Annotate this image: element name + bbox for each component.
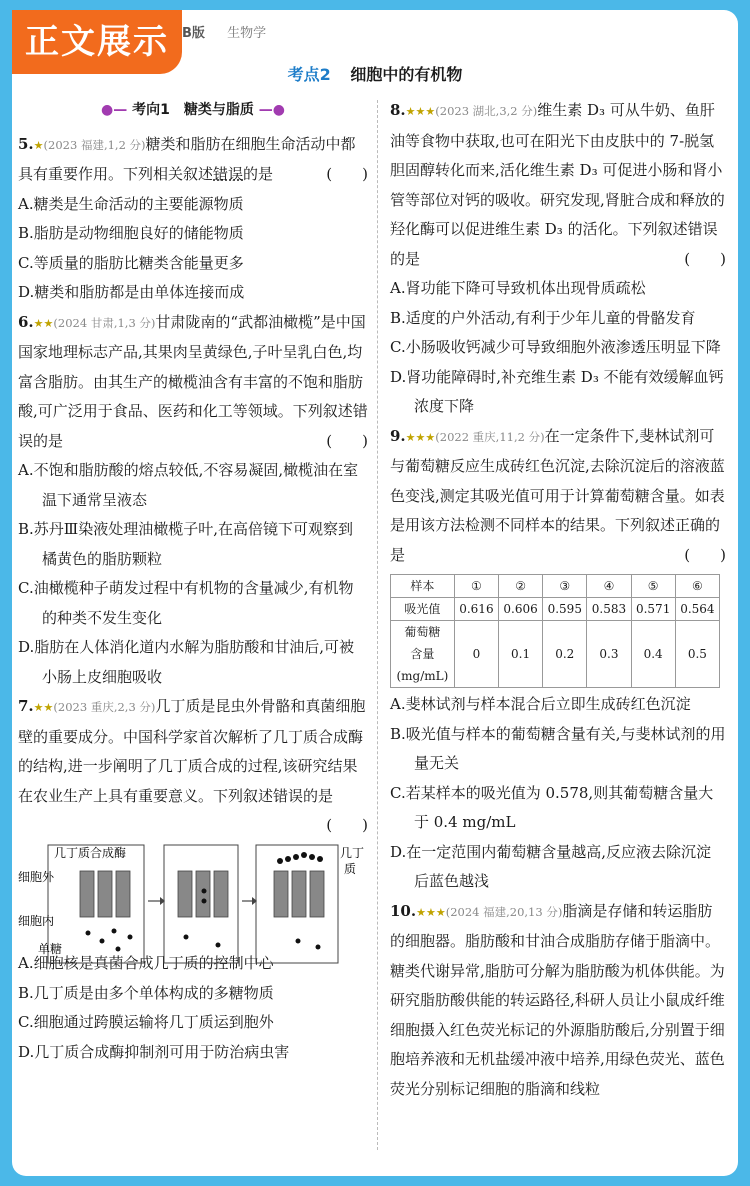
option-a: A.斐林试剂与样本混合后立即生成砖红色沉淀: [390, 695, 691, 713]
table-row-label: 吸光值: [391, 598, 455, 621]
table-cell: 0.606: [499, 598, 543, 621]
answer-blank[interactable]: ( ): [684, 249, 726, 268]
table-cell: 0.571: [631, 598, 675, 621]
column-divider: [377, 100, 378, 1150]
answer-blank[interactable]: ( ): [684, 545, 726, 564]
difficulty-star-icon: ★: [33, 138, 44, 152]
table-cell: 0.616: [454, 598, 498, 621]
page: [12, 10, 738, 1176]
table-row: [391, 598, 720, 621]
question-number: 5.: [18, 134, 34, 153]
table-cell: 0.5: [675, 621, 719, 688]
table-header-cell: ①: [454, 575, 498, 598]
absorbance-table: [390, 574, 720, 688]
answer-blank[interactable]: ( ): [326, 431, 368, 450]
question-source: (2023 重庆,2,3 分): [53, 700, 156, 714]
table-header-cell: ④: [587, 575, 631, 598]
question-7: [18, 692, 368, 1067]
difficulty-star-icon: ★★★: [416, 905, 446, 919]
table-cell: 0: [454, 621, 498, 688]
question-source: (2024 甘肃,1,3 分): [53, 315, 156, 330]
difficulty-star-icon: ★★★: [405, 430, 436, 444]
option-a: A.肾功能下降可导致机体出现骨质疏松: [390, 279, 646, 297]
question-9: [390, 422, 726, 897]
question-stem: 维生素 D₃ 可从牛奶、鱼肝油等食物中获取,也可在阳光下由皮肤中的 7-脱氢胆固醇转化而来,活化维生素 D₃ 可促进小肠和肾小管等部位对钙的吸收。研究发现,肾脏合成和释放的羟化酶可以促进维生素 D₃ 的活化。下列叙述错误的是: [390, 101, 725, 268]
edition-label: B版: [182, 26, 205, 41]
right-column: [390, 96, 726, 1104]
question-8: [390, 96, 726, 422]
option-c: C.等质量的脂肪比糖类含能量更多: [18, 253, 244, 272]
difficulty-star-icon: ★★: [33, 701, 54, 714]
table-cell: 0.2: [543, 621, 587, 688]
section-badge: 正文展示: [12, 10, 182, 74]
question-stem-end: 的是: [243, 165, 274, 183]
table-cell: 0.4: [631, 621, 675, 688]
table-row: [391, 575, 720, 598]
question-6: [18, 308, 368, 693]
table-cell: 0.564: [675, 598, 719, 621]
row-label-line: (mg/mL): [396, 669, 449, 683]
figure-label-chitin-b: 质: [344, 861, 357, 876]
left-column: [18, 96, 368, 1067]
question-stem: 几丁质是昆虫外骨骼和真菌细胞壁的重要成分。中国科学家首次解析了几丁质合成酶的结构,进一步阐明了几丁质合成的过程,该研究结果在农业生产上具有重要意义。下列叙述错误的是: [18, 697, 366, 805]
option-c: C.油橄榄种子萌发过程中有机物的含量减少,有机物的种类不发生变化: [18, 579, 354, 627]
option-a: A.糖类是生命活动的主要能源物质: [18, 194, 244, 213]
question-10: [390, 897, 726, 1105]
question-source: (2023 湖北,3,2 分): [435, 104, 538, 118]
figure-label-outside: 细胞外: [18, 869, 55, 884]
question-stem: 在一定条件下,斐林试剂可与葡萄糖反应生成砖红色沉淀,去除沉淀后的溶液蓝色变浅,测定其吸光值可用于计算葡萄糖含量。如表是用该方法检测不同样本的结果。下列叙述正确的是: [390, 426, 725, 564]
question-stem: 甘肃陇南的“武都油橄榄”是中国国家地理标志产品,其果肉呈黄绿色,子叶呈乳白色,均富含脂肪。由其生产的橄榄油含有丰富的不饱和脂肪酸,可广泛用于食品、医药和化工等领域。下列叙述错误的是: [18, 312, 368, 450]
table-cell: 0.1: [499, 621, 543, 688]
question-source: (2024 福建,20,13 分): [445, 904, 563, 919]
question-5: [18, 130, 368, 308]
emphasis-word: 错误: [213, 165, 244, 183]
question-source: (2023 福建,1,2 分): [43, 137, 146, 152]
difficulty-star-icon: ★★: [33, 316, 54, 330]
row-label-line: 含量: [410, 647, 435, 661]
option-d: D.在一定范围内葡萄糖含量越高,反应液去除沉淀后蓝色越浅: [390, 842, 712, 890]
table-header-cell: ⑥: [675, 575, 719, 598]
option-b: B.苏丹Ⅲ染液处理油橄榄子叶,在高倍镜下可观察到橘黄色的脂肪颗粒: [18, 520, 354, 568]
table-row: [391, 621, 720, 688]
option-d: D.脂肪在人体消化道内水解为脂肪酸和甘油后,可被小肠上皮细胞吸收: [18, 638, 355, 686]
running-header: [182, 22, 266, 41]
table-header-cell: ③: [543, 575, 587, 598]
option-d: D.几丁质合成酶抑制剂可用于防治病虫害: [18, 1042, 290, 1061]
option-b: B.适度的户外活动,有利于少年儿童的骨骼发育: [390, 308, 696, 327]
table-cell: 0.595: [543, 598, 587, 621]
option-a: A.细胞核是真菌合成几丁质的控制中心: [18, 954, 274, 972]
row-label-line: 葡萄糖: [404, 625, 441, 639]
chitin-figure-svg: [18, 841, 365, 969]
question-stem: 糖类和脂肪在细胞生命活动中都具有重要作用。下列相关叙述: [18, 134, 356, 183]
topic-number: 考点2: [287, 65, 331, 84]
option-c: C.小肠吸收钙减少可导致细胞外液渗透压明显下降: [390, 338, 721, 356]
option-b: B.吸光值与样本的葡萄糖含量有关,与斐林试剂的用量无关: [390, 724, 726, 772]
figure-label-monomer: 单糖: [38, 941, 63, 956]
table-header-cell: ⑤: [631, 575, 675, 598]
answer-blank[interactable]: ( ): [326, 165, 368, 183]
table-cell: 0.3: [587, 621, 631, 688]
answer-blank[interactable]: ( ): [326, 816, 368, 834]
option-b: B.几丁质是由多个单体构成的多糖物质: [18, 983, 274, 1002]
figure-label-inside: 细胞内: [18, 913, 55, 928]
question-source: (2022 重庆,11,2 分): [435, 429, 545, 444]
chitin-synthesis-figure: [18, 817, 365, 956]
table-row-label: [391, 621, 455, 688]
difficulty-star-icon: ★★★: [405, 105, 436, 118]
section-heading: ●— 考向1 糖类与脂质 —●: [101, 102, 285, 118]
option-c: C.若某样本的吸光值为 0.578,则其葡萄糖含量大于 0.4 mg/mL: [390, 783, 714, 831]
question-stem: 脂滴是存储和转运脂肪的细胞器。脂肪酸和甘油合成脂肪存储于脂滴中。糖类代谢异常,脂肪可分解为脂肪酸为机体供能。为研究脂肪酸供能的转运路径,科研人员让小鼠成纤维细胞摄入红色荧光标记的外源脂肪酸后,分别置于细胞培养液和无机盐缓冲液中培养,用绿色荧光、蓝色荧光分别标记细胞的脂滴和线粒: [390, 901, 725, 1098]
option-d: D.糖类和脂肪都是由单体连接而成: [18, 283, 245, 301]
option-a: A.不饱和脂肪酸的熔点较低,不容易凝固,橄榄油在室温下通常呈液态: [18, 461, 359, 509]
option-c: C.细胞通过跨膜运输将几丁质运到胞外: [18, 1013, 274, 1031]
option-d: D.肾功能障碍时,补充维生素 D₃ 不能有效缓解血钙浓度下降: [390, 367, 724, 415]
question-number: 8.: [390, 101, 406, 119]
option-b: B.脂肪是动物细胞良好的储能物质: [18, 224, 244, 242]
topic-name: 细胞中的有机物: [350, 65, 463, 84]
table-header-cell: ②: [499, 575, 543, 598]
subject-label: 生物学: [227, 26, 267, 41]
table-cell: 0.583: [587, 598, 631, 621]
table-header-cell: 样本: [391, 575, 455, 598]
figure-label-chitin-a: 几丁: [340, 845, 365, 860]
question-number: 6.: [18, 312, 34, 331]
question-number: 10.: [390, 901, 417, 920]
section-title: 考向1 糖类与脂质: [132, 102, 254, 118]
question-number: 9.: [390, 426, 406, 445]
figure-label-enzyme: 几丁质合成酶: [54, 845, 127, 860]
question-number: 7.: [18, 697, 34, 715]
